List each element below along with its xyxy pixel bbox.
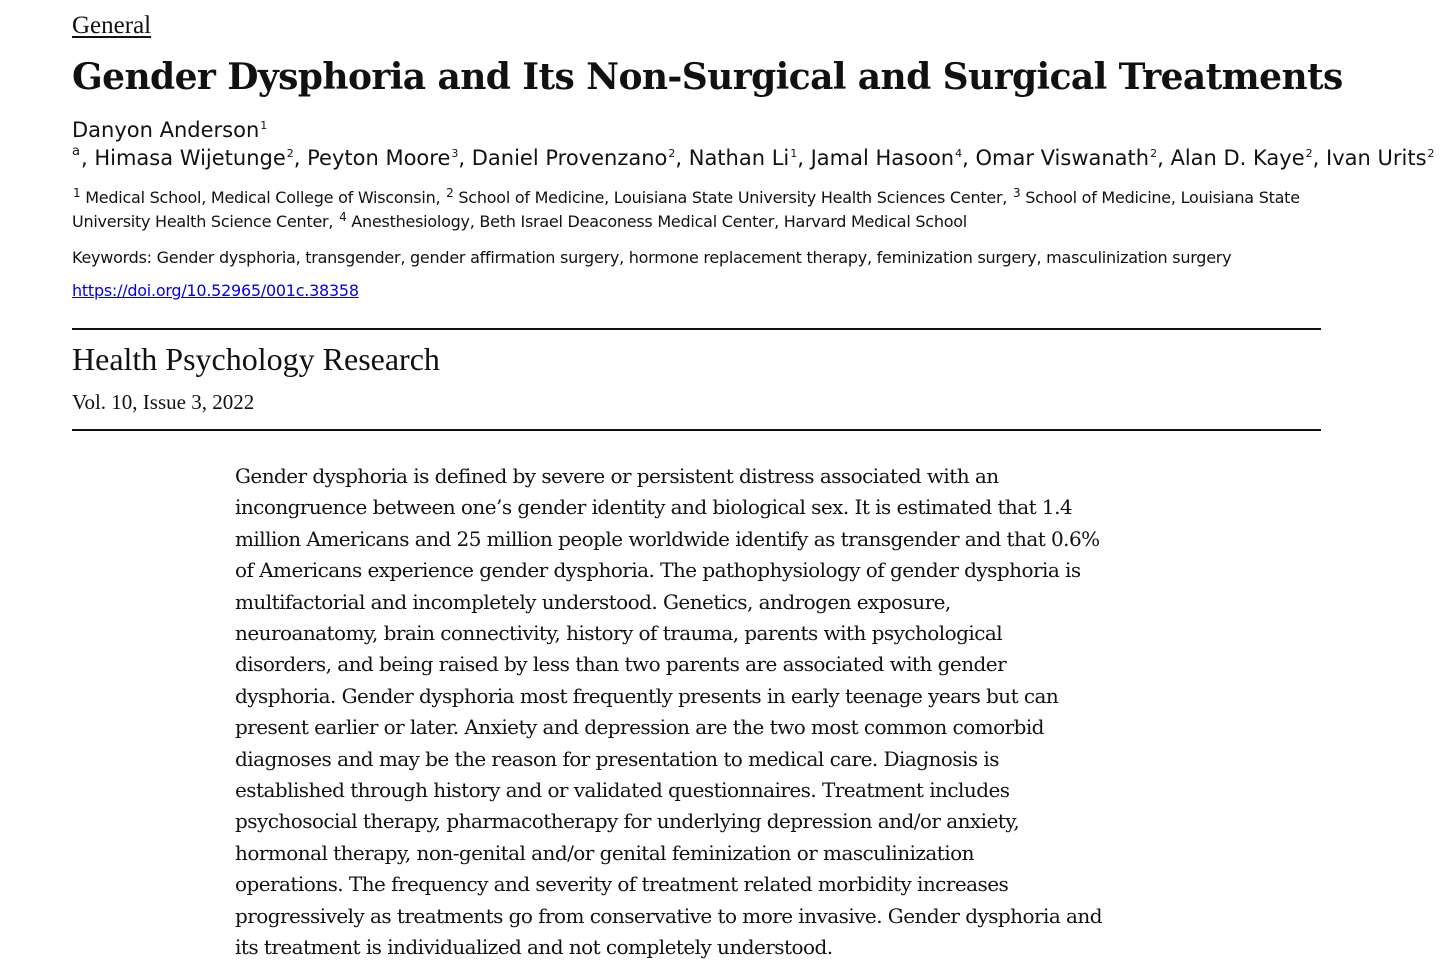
affiliation-mark: 1 — [260, 119, 268, 132]
abstract-line: of Americans experience gender dysphoria. The pathophysiology of gender dysphoria is — [235, 558, 1081, 583]
author-omar-viswanath[interactable]: Omar Viswanath — [975, 146, 1150, 170]
first-author[interactable] — [72, 118, 267, 142]
affiliations — [72, 186, 1302, 234]
author-name: Danyon Anderson — [72, 118, 260, 142]
abstract-line: disorders, and being raised by less than two parents are associated with gender — [235, 652, 1007, 677]
affiliation-text: Anesthesiology, Beth Israel Deaconess Medical Center, Harvard Medical School — [351, 212, 967, 231]
abstract-line: present earlier or later. Anxiety and depression are the two most common comorbid — [235, 715, 1044, 740]
author-himasa-wijetunge[interactable]: Himasa Wijetunge — [94, 146, 286, 170]
affiliation-number: 4 — [339, 209, 347, 224]
author-daniel-provenzano[interactable]: Daniel Provenzano — [471, 146, 668, 170]
author-nathan-li[interactable]: Nathan Li — [688, 146, 790, 170]
affiliation-mark: 4 — [955, 147, 963, 160]
affiliation-mark: 1 — [790, 147, 798, 160]
abstract — [235, 461, 1167, 964]
article-title: Gender Dysphoria and Its Non-Surgical and Surgical Treatments — [72, 56, 1343, 98]
affiliation-number: 1 — [73, 185, 81, 200]
author-jamal-hasoon[interactable]: Jamal Hasoon — [810, 146, 955, 170]
section-link[interactable]: General — [72, 12, 152, 39]
abstract-line: incongruence between one’s gender identity and biological sex. It is estimated that 1.4 — [235, 495, 1073, 520]
abstract-line: hormonal therapy, non-genital and/or genital feminization or masculinization — [235, 840, 974, 865]
affiliation-mark: 2 — [1305, 147, 1313, 160]
abstract-line: dysphoria. Gender dysphoria most frequently presents in early teenage years but can — [235, 683, 1059, 708]
abstract-line: diagnoses and may be the reason for presentation to medical care. Diagnosis is — [235, 746, 999, 771]
abstract-line: multifactorial and incompletely understood. Genetics, androgen exposure, — [235, 589, 951, 614]
keywords: Keywords: Gender dysphoria, transgender, gender affirmation surgery, hormone replacement therapy, feminization surgery, masculinization surgery — [72, 248, 1232, 267]
affiliation-mark: 2 — [286, 147, 294, 160]
abstract-line: psychosocial therapy, pharmacotherapy for underlying depression and/or anxiety, — [235, 809, 1020, 834]
divider-top — [72, 328, 1321, 330]
abstract-line: progressively as treatments go from conservative to more invasive. Gender dysphoria and — [235, 903, 1102, 928]
author-peyton-moore[interactable]: Peyton Moore — [307, 146, 451, 170]
abstract-line: its treatment is individualized and not completely understood. — [235, 935, 833, 960]
affiliation-number: 2 — [446, 185, 454, 200]
affiliation-number: 3 — [1012, 185, 1021, 200]
doi-link[interactable]: https://doi.org/10.52965/001c.38358 — [72, 281, 359, 300]
author-alan-d-kaye[interactable]: Alan D. Kaye — [1170, 146, 1305, 170]
journal-issue: Vol. 10, Issue 3, 2022 — [72, 390, 255, 414]
journal-name: Health Psychology Research — [72, 341, 440, 377]
affiliation-mark: 2 — [1427, 147, 1435, 160]
abstract-line: neuroanatomy, brain connectivity, history of trauma, parents with psychological — [235, 621, 1003, 646]
affiliation-mark: 2 — [668, 147, 676, 160]
affiliation-text: Medical School, Medical College of Wisconsin, — [85, 188, 441, 207]
abstract-line: operations. The frequency and severity of treatment related morbidity increases — [235, 872, 1009, 897]
affiliation-mark: 3 — [451, 147, 459, 160]
abstract-line: Gender dysphoria is defined by severe or persistent distress associated with an — [235, 464, 999, 488]
corresponding-mark: a — [72, 144, 80, 159]
affiliation-text: School of Medicine, Louisiana State University Health Science Center, — [72, 188, 1300, 231]
abstract-line: million Americans and 25 million people worldwide identify as transgender and that 0.6% — [235, 526, 1100, 551]
author-list: $^a$, Himasa Wijetunge$^2$, Peyton Moore$^3$, Daniel Provenzano$^2$, Nathan Li$^1$, Jamal Hasoon$^4$, Omar Viswanath$^2$, Alan D. Kaye$^2$, Ivan Urits$^2$ — [72, 144, 1435, 170]
author-ivan-urits[interactable]: Ivan Urits — [1326, 146, 1427, 170]
divider-bottom — [72, 429, 1321, 431]
affiliation-text: School of Medicine, Louisiana State University Health Sciences Center, — [458, 188, 1008, 207]
abstract-line: established through history and or validated questionnaires. Treatment includes — [235, 778, 1010, 803]
affiliation-mark: 2 — [1150, 147, 1158, 160]
